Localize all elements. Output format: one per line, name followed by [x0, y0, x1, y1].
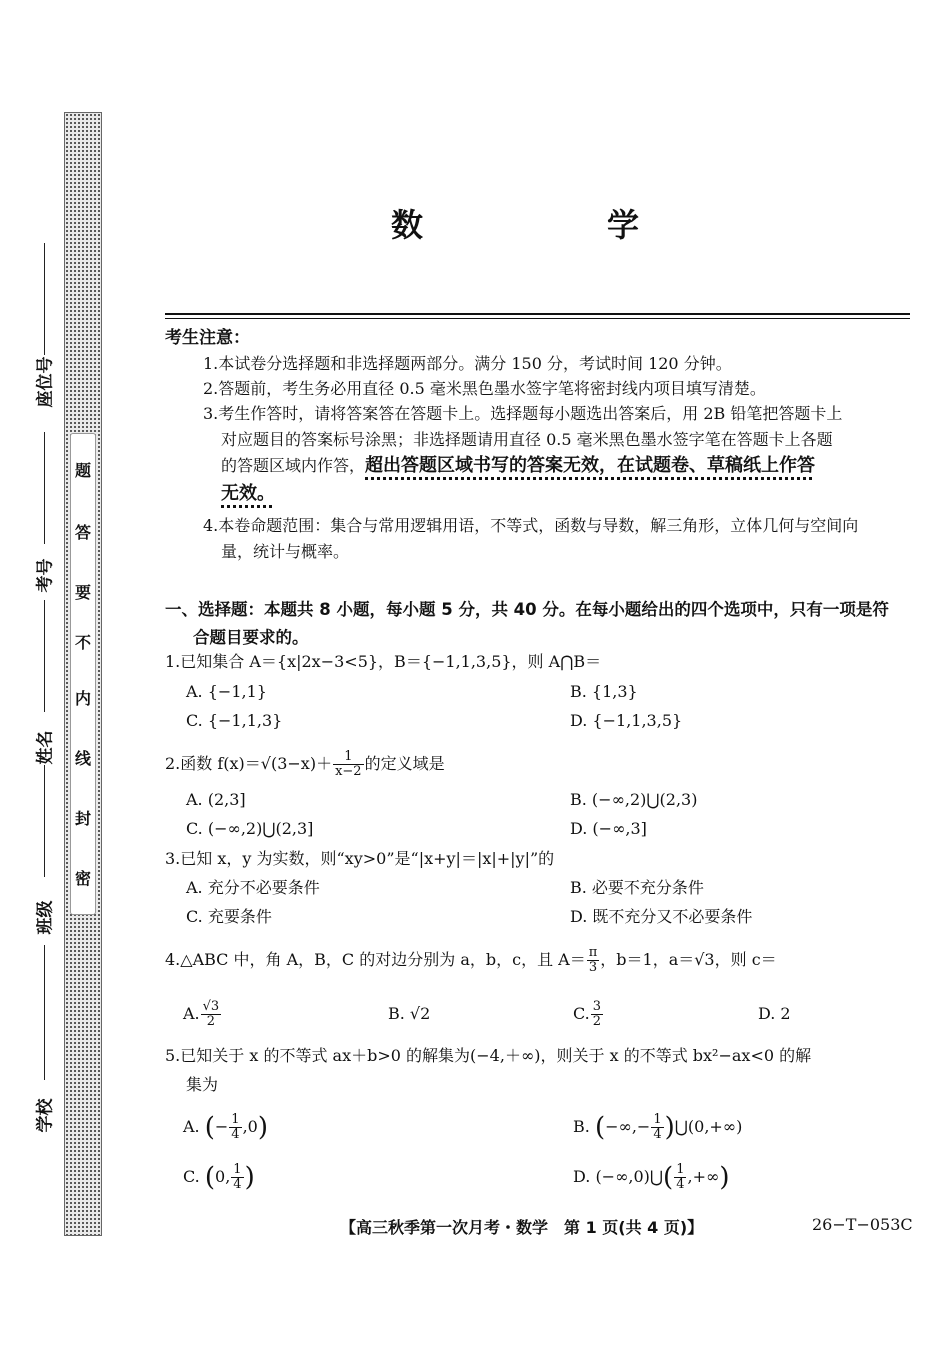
page-title: 数 学 — [390, 206, 679, 244]
option-d — [573, 1162, 729, 1193]
notice-item: 3.考生作答时，请将答案答在答题卡上。选择题每小题选出答案后，用 2B 铅笔把答题卡上 — [203, 404, 843, 423]
name-label: 姓名 — [35, 730, 56, 765]
option-label: B. — [573, 1117, 590, 1136]
notice-item: 对应题目的答案标号涂黑；非选择题请用直径 0.5 毫米黑色墨水签字笔在答题卡上各题 — [221, 430, 833, 449]
option-b: B. {1,3} — [570, 682, 638, 701]
fraction — [231, 1163, 243, 1192]
fraction — [229, 1113, 241, 1142]
option-b: B. 必要不充分条件 — [570, 878, 704, 897]
stem-text: 的定义域是 — [364, 754, 445, 773]
fraction-denominator: 4 — [676, 1177, 685, 1192]
paper-code: 26−T−053C — [812, 1215, 913, 1234]
left-paren: ( — [663, 1162, 674, 1193]
fraction — [333, 750, 364, 779]
section-heading: 合题目要求的。 — [193, 628, 309, 647]
notice-emphasis: 无效。 — [221, 483, 275, 504]
seal-char: 要 — [74, 583, 91, 602]
fraction-numerator: 1 — [233, 1162, 242, 1177]
right-paren: ) — [257, 1112, 268, 1143]
stem-text: 2.函数 f(x)＝√(3−x)＋ — [165, 754, 333, 773]
option-d: D. 既不充分又不必要条件 — [570, 907, 753, 926]
notice-emphasis: 超出答题区域书写的答案无效，在试题卷、草稿纸上作答 — [365, 455, 816, 476]
right-paren: ) — [719, 1162, 730, 1193]
fraction-numerator: 1 — [333, 750, 364, 765]
question-stem: 1.已知集合 A＝{x|2x−3<5}，B＝{−1,1,3,5}，则 A⋂B＝ — [165, 652, 602, 671]
seal-line-box — [70, 433, 96, 915]
notice-text: 的答题区域内作答， — [221, 456, 366, 475]
option-c: C. {−1,1,3} — [186, 711, 283, 730]
option-label: D. — [573, 1167, 591, 1186]
fraction-numerator: 1 — [653, 1112, 662, 1127]
option-label: C. — [573, 1004, 590, 1023]
fraction-numerator: 3 — [592, 999, 602, 1014]
option-b — [573, 1112, 742, 1143]
fraction-numerator: √3 — [202, 999, 220, 1014]
option-a — [183, 1112, 268, 1143]
seat-number-label: 座位号 — [35, 356, 56, 408]
option-c: C. 充要条件 — [186, 907, 272, 926]
fraction-denominator: 3 — [588, 960, 598, 975]
fraction-denominator: 2 — [206, 1014, 216, 1029]
option-d: D. 2 — [758, 1004, 791, 1023]
notice-item — [221, 456, 815, 476]
fraction-denominator: 4 — [231, 1127, 240, 1142]
class-field-line[interactable] — [44, 765, 45, 877]
option-c — [573, 1000, 604, 1029]
fraction — [674, 1163, 686, 1192]
option-a: A. {−1,1} — [186, 682, 267, 701]
stem-text: ，b＝1，a＝√3，则 c＝ — [600, 950, 777, 969]
question-stem: 集为 — [186, 1075, 219, 1094]
page-footer: 【高三秋季第一次月考・数学 第 1 页(共 4 页)】 — [340, 1218, 704, 1237]
seal-char: 密 — [74, 869, 91, 888]
section-heading: 一、选择题：本题共 8 小题，每小题 5 分，共 40 分。在每小题给出的四个选项中，只有一项是符 — [165, 600, 889, 619]
title-rule-thin — [165, 318, 910, 319]
seal-char: 封 — [74, 809, 91, 828]
option-a — [183, 1000, 222, 1029]
school-label: 学校 — [35, 1098, 56, 1133]
seal-char: 线 — [74, 749, 91, 768]
option-label: A. — [183, 1117, 200, 1136]
fraction-denominator: 4 — [653, 1127, 662, 1142]
option-c: C. (−∞,2)⋃(2,3] — [186, 819, 314, 838]
seal-char: 不 — [74, 633, 91, 652]
fraction-numerator: π — [588, 945, 598, 960]
left-paren: ( — [594, 1112, 606, 1143]
exam-id-field-line[interactable] — [44, 432, 45, 544]
notice-item: 1.本试卷分选择题和非选择题两部分。满分 150 分，考试时间 120 分钟。 — [203, 354, 732, 373]
option-part: ,0 — [242, 1117, 258, 1136]
option-b: B. √2 — [388, 1004, 431, 1023]
option-part: ⋃(0,+∞) — [674, 1117, 743, 1136]
fraction-denominator: 2 — [592, 1014, 602, 1029]
fraction-denominator: x−2 — [335, 764, 362, 779]
notice-heading: 考生注意： — [165, 328, 250, 348]
fraction — [591, 1000, 603, 1029]
option-part: −∞,− — [605, 1117, 651, 1136]
fraction-numerator: 1 — [676, 1162, 685, 1177]
option-a: A. (2,3] — [186, 790, 246, 809]
question-stem: 3.已知 x，y 为实数，则“xy>0”是“|x+y|＝|x|+|y|”的 — [165, 849, 555, 868]
option-part: (−∞,0)⋃ — [595, 1167, 664, 1186]
seat-field-line[interactable] — [44, 243, 45, 355]
option-d: D. {−1,1,3,5} — [570, 711, 683, 730]
question-stem: 5.已知关于 x 的不等式 ax＋b>0 的解集为(−4,＋∞)，则关于 x 的不等式 bx²−ax<0 的解 — [165, 1046, 812, 1065]
fraction — [587, 946, 600, 975]
option-b: B. (−∞,2)⋃(2,3) — [570, 790, 698, 809]
option-part: − — [214, 1117, 229, 1136]
question-stem — [165, 750, 445, 779]
option-part: 0, — [215, 1167, 231, 1186]
fraction-numerator: 1 — [231, 1112, 240, 1127]
name-field-line[interactable] — [44, 600, 45, 712]
left-paren: ( — [204, 1162, 216, 1193]
option-c — [183, 1162, 255, 1193]
seal-char: 答 — [74, 523, 91, 542]
stem-text: 4.△ABC 中，角 A，B，C 的对边分别为 a，b，c，且 A＝ — [165, 950, 586, 969]
seal-char: 题 — [74, 461, 91, 480]
left-paren: ( — [204, 1112, 215, 1143]
option-a: A. 充分不必要条件 — [186, 878, 320, 897]
notice-item: 4.本卷命题范围：集合与常用逻辑用语，不等式，函数与导数，解三角形，立体几何与空间向 — [203, 516, 859, 535]
question-stem — [165, 946, 777, 975]
option-part: ,+∞ — [687, 1167, 720, 1186]
fraction — [201, 1000, 222, 1029]
option-label: A. — [183, 1004, 200, 1023]
class-label: 班级 — [35, 900, 56, 935]
notice-item: 量，统计与概率。 — [221, 542, 350, 561]
notice-item: 2.答题前，考生务必用直径 0.5 毫米黑色墨水签字笔将密封线内项目填写清楚。 — [203, 379, 766, 398]
school-field-line[interactable] — [44, 945, 45, 1080]
right-paren: ) — [664, 1112, 675, 1143]
fraction-denominator: 4 — [233, 1177, 242, 1192]
exam-id-label: 考号 — [35, 558, 56, 593]
fraction — [651, 1113, 663, 1142]
title-rule — [165, 313, 910, 315]
option-label: C. — [183, 1167, 200, 1186]
option-d: D. (−∞,3] — [570, 819, 647, 838]
right-paren: ) — [244, 1162, 255, 1193]
seal-char: 内 — [74, 689, 91, 708]
